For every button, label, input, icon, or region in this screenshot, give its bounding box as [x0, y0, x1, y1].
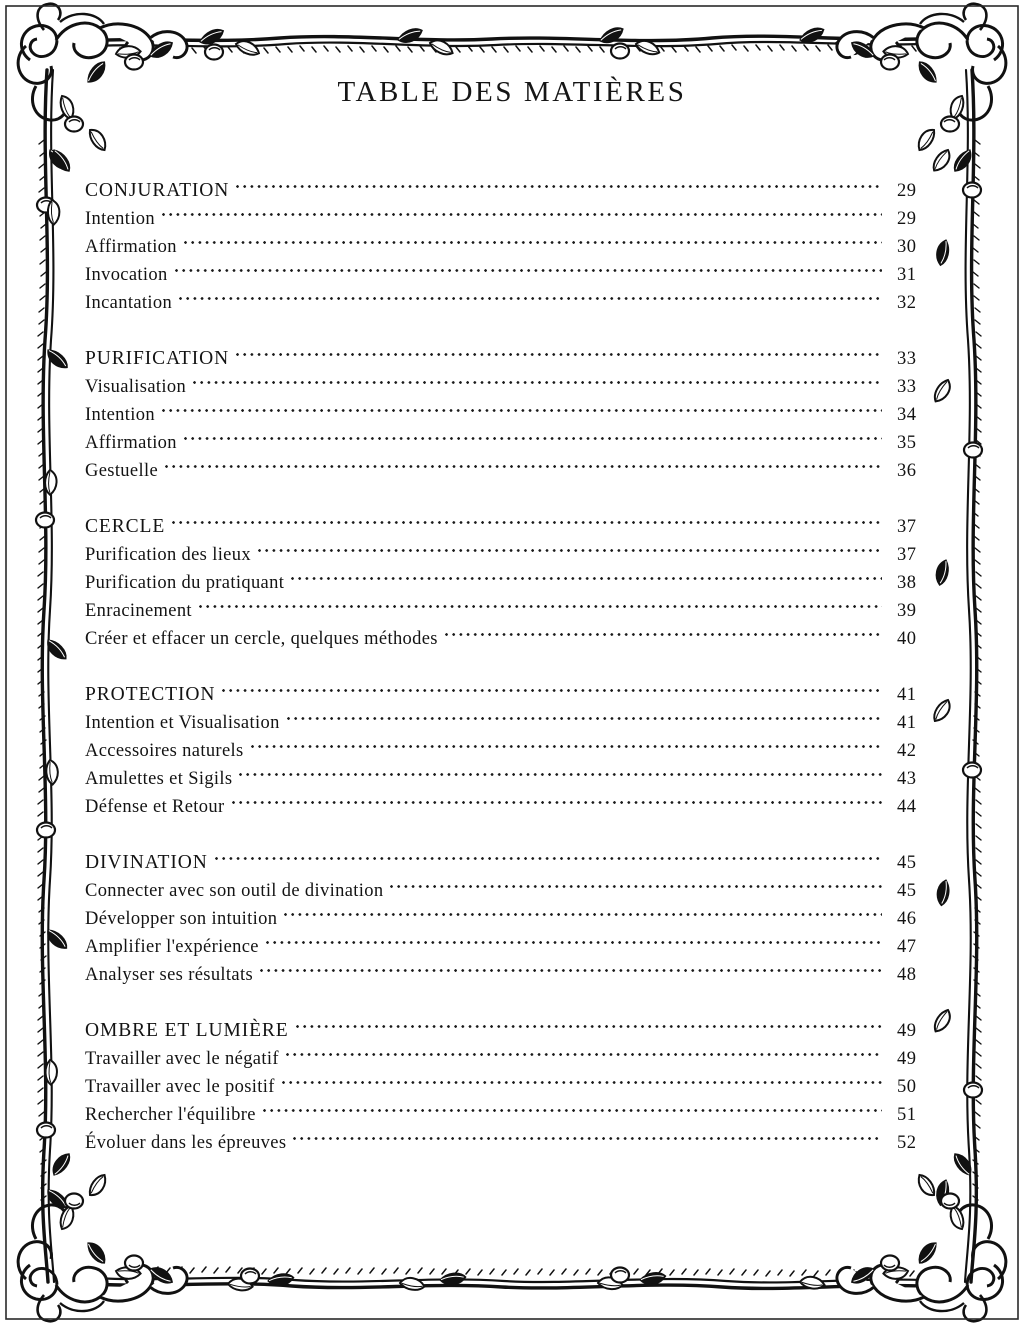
toc-leader-dots: [291, 560, 882, 588]
toc-leader-dots: [179, 280, 882, 308]
toc-page-number: 41: [897, 713, 917, 733]
toc-leader-dots: [282, 1064, 882, 1092]
toc-entry-label: Invocation: [85, 265, 168, 285]
toc-entry-row[interactable]: [85, 588, 939, 621]
toc-page-number: 51: [897, 1105, 917, 1125]
toc-entry-row[interactable]: [85, 280, 939, 313]
toc-entry-label: Défense et Retour: [85, 797, 225, 817]
toc-entry-label: Connecter avec son outil de divination: [85, 881, 384, 901]
toc-leader-dots: [266, 924, 882, 952]
toc-page-number: 33: [897, 377, 917, 397]
toc-entry-label: Évoluer dans les épreuves: [85, 1133, 287, 1153]
toc-entry-label: Créer et effacer un cercle, quelques méthodes: [85, 629, 438, 649]
toc-section-heading-row[interactable]: [85, 504, 939, 537]
toc-leader-dots: [445, 616, 882, 644]
toc-entry-label: Incantation: [85, 293, 173, 313]
toc-section-label: OMBRE ET LUMIÈRE: [85, 1020, 289, 1041]
toc-page-number: 47: [897, 937, 917, 957]
toc-entry-label: Affirmation: [85, 433, 177, 453]
toc-entry-label: Purification du pratiquant: [85, 573, 285, 593]
toc-leader-dots: [199, 588, 882, 616]
toc-entry-row[interactable]: [85, 364, 939, 397]
toc-section-heading-row[interactable]: [85, 840, 939, 873]
toc-page-number: 36: [897, 461, 917, 481]
toc-leader-dots: [390, 868, 882, 896]
toc-entry-label: Travailler avec le positif: [85, 1077, 275, 1097]
toc-entry-label: Analyser ses résultats: [85, 965, 253, 985]
table-of-contents: [85, 168, 939, 1153]
toc-page-number: 45: [897, 881, 917, 901]
toc-entry-row[interactable]: [85, 420, 939, 453]
toc-section-heading-row[interactable]: [85, 1008, 939, 1041]
toc-page-number: 48: [897, 965, 917, 985]
toc-page-number: 34: [897, 405, 917, 425]
toc-leader-dots: [162, 196, 882, 224]
toc-leader-dots: [175, 252, 882, 280]
toc-section-label: PURIFICATION: [85, 348, 230, 369]
toc-leader-dots: [184, 420, 882, 448]
toc-section-label: CERCLE: [85, 516, 166, 537]
toc-section-heading-row[interactable]: [85, 168, 939, 201]
toc-entry-label: Intention et Visualisation: [85, 713, 280, 733]
toc-entry-row[interactable]: [85, 392, 939, 425]
toc-page-number: 39: [897, 601, 917, 621]
toc-page-number: 45: [897, 853, 917, 873]
toc-leader-dots: [296, 1008, 882, 1036]
toc-leader-dots: [251, 728, 882, 756]
toc-section: [85, 504, 939, 649]
toc-section-label: DIVINATION: [85, 852, 208, 873]
toc-leader-dots: [239, 756, 882, 784]
toc-page-number: 31: [897, 265, 917, 285]
toc-leader-dots: [232, 784, 882, 812]
toc-page-number: 29: [897, 181, 917, 201]
toc-entry-label: Visualisation: [85, 377, 187, 397]
toc-leader-dots: [293, 1120, 882, 1148]
page-title: TABLE DES MATIÈRES: [337, 76, 687, 108]
toc-entry-row[interactable]: [85, 252, 939, 285]
toc-page-number: 42: [897, 741, 917, 761]
toc-entry-label: Enracinement: [85, 601, 192, 621]
toc-page-number: 40: [897, 629, 917, 649]
toc-leader-dots: [287, 700, 882, 728]
toc-section: [85, 840, 939, 985]
toc-entry-label: Affirmation: [85, 237, 177, 257]
toc-page-number: 50: [897, 1077, 917, 1097]
toc-section: [85, 672, 939, 817]
toc-page-number: 38: [897, 573, 917, 593]
toc-page-number: 32: [897, 293, 917, 313]
toc-leader-dots: [260, 952, 882, 980]
toc-section: [85, 336, 939, 481]
toc-entry-row[interactable]: [85, 616, 939, 649]
toc-page-number: 37: [897, 517, 917, 537]
toc-leader-dots: [184, 224, 882, 252]
toc-page-number: 49: [897, 1049, 917, 1069]
toc-leader-dots: [172, 504, 882, 532]
toc-leader-dots: [258, 532, 882, 560]
toc-entry-row[interactable]: [85, 224, 939, 257]
toc-entry-label: Travailler avec le négatif: [85, 1049, 279, 1069]
toc-section-heading-row[interactable]: [85, 672, 939, 705]
toc-leader-dots: [286, 1036, 882, 1064]
toc-section: [85, 168, 939, 313]
toc-leader-dots: [236, 168, 882, 196]
toc-leader-dots: [222, 672, 882, 700]
toc-entry-row[interactable]: [85, 448, 939, 481]
toc-page-number: 37: [897, 545, 917, 565]
toc-page-number: 29: [897, 209, 917, 229]
toc-section-label: CONJURATION: [85, 180, 230, 201]
toc-leader-dots: [236, 336, 882, 364]
toc-page-number: 33: [897, 349, 917, 369]
toc-section-heading-row[interactable]: [85, 336, 939, 369]
toc-entry-label: Purification des lieux: [85, 545, 251, 565]
toc-leader-dots: [284, 896, 882, 924]
toc-entry-row[interactable]: [85, 196, 939, 229]
toc-entry-label: Accessoires naturels: [85, 741, 244, 761]
toc-page-number: 46: [897, 909, 917, 929]
toc-entry-label: Intention: [85, 405, 155, 425]
toc-page-number: 43: [897, 769, 917, 789]
toc-leader-dots: [165, 448, 882, 476]
toc-entry-label: Intention: [85, 209, 155, 229]
toc-page-number: 30: [897, 237, 917, 257]
toc-page-number: 52: [897, 1133, 917, 1153]
toc-entry-label: Gestuelle: [85, 461, 159, 481]
toc-leader-dots: [263, 1092, 882, 1120]
toc-leader-dots: [193, 364, 882, 392]
toc-entry-label: Amulettes et Sigils: [85, 769, 233, 789]
toc-entry-label: Rechercher l'équilibre: [85, 1105, 256, 1125]
toc-entry-row[interactable]: [85, 532, 939, 565]
toc-leader-dots: [162, 392, 882, 420]
toc-section-label: PROTECTION: [85, 684, 216, 705]
toc-entry-label: Développer son intuition: [85, 909, 278, 929]
toc-leader-dots: [215, 840, 882, 868]
toc-page-number: 41: [897, 685, 917, 705]
toc-section: [85, 1008, 939, 1153]
toc-entry-label: Amplifier l'expérience: [85, 937, 259, 957]
toc-page-number: 49: [897, 1021, 917, 1041]
toc-page-number: 35: [897, 433, 917, 453]
toc-page-number: 44: [897, 797, 917, 817]
